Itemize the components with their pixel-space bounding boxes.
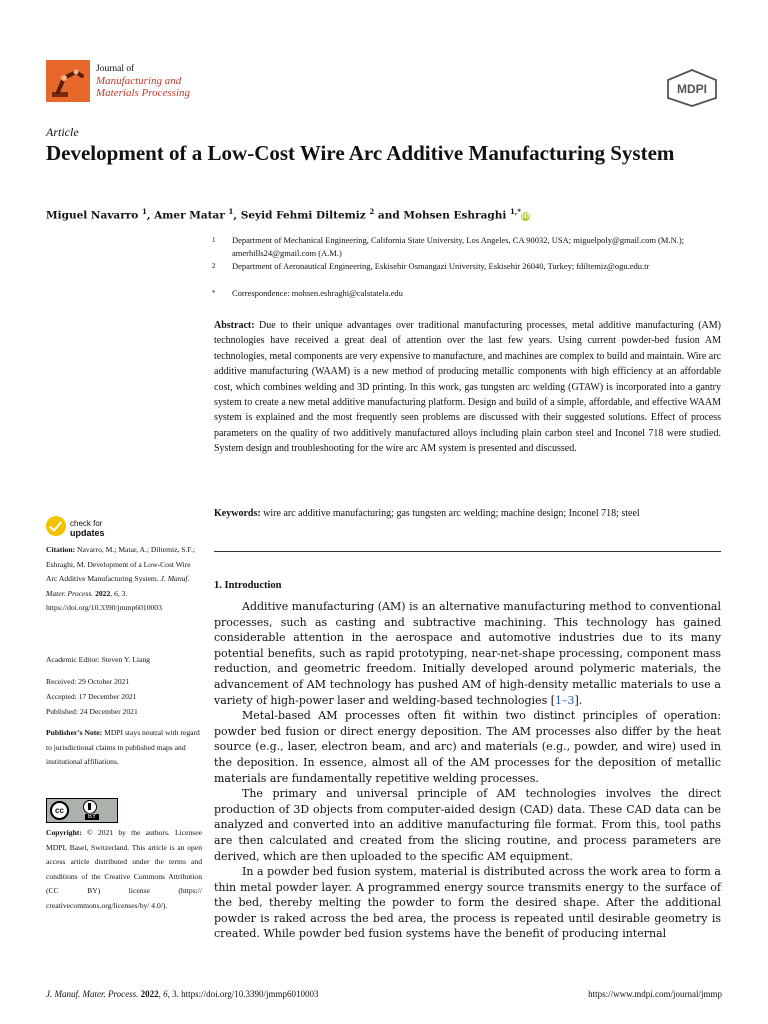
mdpi-logo — [664, 68, 720, 108]
citation-block — [46, 543, 202, 616]
copyright-label: Copyright: — [46, 828, 82, 837]
cc-by-license-icon[interactable] — [46, 798, 118, 823]
mdpi-logo-text: MDPI — [677, 82, 707, 96]
paragraph: In a powder bed fusion system, material is distributed across the work area to form a thin metal powder layer. A programmed energy source transmits energy to the surface of the bed, thereby melting the powder to form the desired shape. After the additional powder is raked across the bed area, the process is repeated until desirable geometry is created. While powder bed fusion systems have the benefit of producing internal — [214, 865, 721, 941]
affil-sup: 2 — [369, 207, 375, 216]
author-name[interactable]: Amer Matar — [154, 209, 225, 222]
affil-sup: 1 — [141, 207, 147, 216]
affil-mark: * — [212, 289, 216, 297]
paragraph: Metal-based AM processes often fit within two distinct principles of operation: powder bed fusion or direct energy deposition. The AM processes also differ by the heat source (e.g., laser, electron beam, and arc) and materials (e.g., powder, and wire) used in the deposition. In essence, almost all of the AM processes for the deposition of metallic materials are fundamentally repetitive welding processes. — [214, 709, 721, 785]
copyright-text: © 2021 by the authors. Licensee MDPI, Basel, Switzerland. This article is an open access article distributed under the terms and conditions of the Creative Commons Attribution (CC BY) license (https:// creativecommons.org/licenses/by/ 4.0/). — [46, 828, 202, 910]
copyright-block — [46, 826, 202, 913]
cc-icon: cc — [50, 801, 69, 820]
affil-text: Department of Mechanical Engineering, California State University, Los Angeles, CA 90032, USA; miguelpoly@gmail.com (M.N.); amerhills24@gmail.com (A.M.) — [232, 235, 685, 258]
author-list — [46, 207, 530, 222]
affil-sup: 1 — [228, 207, 234, 216]
academic-editor: Academic Editor: Steven Y. Liang — [46, 655, 150, 664]
body-text — [214, 599, 721, 942]
divider — [214, 551, 721, 552]
page-footer — [46, 989, 722, 999]
journal-logo — [46, 60, 90, 102]
author-name[interactable]: Mohsen Eshraghi — [403, 209, 507, 222]
robot-arm-icon — [46, 60, 90, 102]
received-date: Received: 29 October 2021 — [46, 677, 130, 686]
affil-text: Department of Aeronautical Engineering, Eskisehir Osmangazi University, Eskisehir 26040, Turkey; fdiltemiz@ogu.edu.tr — [232, 261, 650, 271]
affil-mark: 1 — [212, 236, 216, 244]
abstract-label: Abstract: — [214, 320, 255, 331]
check-text: check for — [70, 519, 103, 528]
author-separator: and — [374, 209, 404, 222]
affiliation — [212, 234, 722, 260]
keywords-label: Keywords: — [214, 508, 261, 519]
by-label: BY — [85, 814, 99, 820]
correspondence — [212, 287, 722, 300]
paragraph — [214, 599, 721, 708]
abstract — [214, 318, 721, 457]
abstract-text: Due to their unique advantages over traditional manufacturing processes, metal additive manufacturing (AM) technologies have received a great deal of attention over the last few years. Using current powder-bed fusion AM technologies, metal components are very expensive to manufacture, and machines are complex to build and maintain. Wire arc additive manufacturing (WAAM) is a new method of producing metallic components with high efficiency at an affordable cost, which combines welding and 3D printing. In this work, gas tungsten arc welding (GTAW) is incorporated into a gantry system to create a new metal additive manufacturing platform. Design and build of a simple, affordable, and effective WAAM system is explained and the most frequently seen problems are discussed with their suggested solutions. Effect of process parameters on the quality of two additively manufactured alloys including plain carbon steel and Inconel 718 were studied. System design and troubleshooting for the wire arc AM system is presented and discussed. — [214, 320, 722, 455]
footer-volume: , 6 — [158, 989, 168, 999]
keywords-text: wire arc additive manufacturing; gas tungsten arc welding; machine design; Inconel 718; steel — [260, 508, 640, 519]
affil-mark: 2 — [212, 262, 216, 270]
article-type: Article — [46, 125, 79, 139]
affil-sup: 1,* — [510, 207, 521, 216]
publisher-note — [46, 726, 202, 770]
section-title: 1. Introduction — [214, 580, 282, 591]
affil-text[interactable]: Correspondence: mohsen.eshraghi@calstatela.edu — [232, 288, 403, 298]
footer-journal: J. Manuf. Mater. Process. — [46, 989, 139, 999]
footer-year: 2022 — [138, 989, 159, 999]
journal-title-line1: Manufacturing and — [96, 75, 182, 87]
journal-name — [96, 63, 190, 99]
author-name[interactable]: Miguel Navarro — [46, 209, 139, 222]
updates-text: updates — [70, 528, 105, 538]
accepted-date: Accepted: 17 December 2021 — [46, 692, 137, 701]
citation-text: Navarro, M.; Matar, A.; Diltemiz, S.F.; Eshraghi, M. Development of a Low-Cost Wire Arc Additive Manufacturing System. — [46, 545, 196, 583]
author-separator: , — [233, 209, 241, 222]
author-separator: , — [146, 209, 155, 222]
citation-label: Citation: — [46, 545, 76, 554]
article-title: Development of a Low-Cost Wire Arc Additive Manufacturing System — [46, 141, 675, 165]
publisher-note-text: MDPI stays neutral with regard to jurisdictional claims in published maps and institutional affiliations. — [46, 728, 200, 766]
person-icon — [83, 800, 97, 814]
paragraph: The primary and universal principle of AM technologies involves the direct production of 3D objects from computer-aided design (CAD) data. These CAD data can be analyzed and converted into an additive manufacturing file format. From this, tool paths are then calculated and created from the slicing routine, and process parameters are derived, which are then uploaded to the specific AM equipment. — [214, 787, 721, 863]
paragraph-text: ]. — [574, 693, 583, 707]
journal-title-line2: Materials Processing — [96, 87, 190, 99]
paragraph-text: Additive manufacturing (AM) is an alternative manufacturing method to conventional processes, such as casting and subtractive machining. This technology has gained considerable attention in the aerospace and automotive industries due to its many potential benefits, such as rapid prototyping, near-net-shape processing, component mass reduction, and geometric freedom. Initially developed around polymeric materials, the advancement of AM technology has pushed AM of high-density metallic materials to use a variety of high-power laser and welding-based technologies [ — [214, 600, 721, 707]
author-name[interactable]: Seyid Fehmi Diltemiz — [240, 209, 366, 222]
affiliation — [212, 260, 722, 273]
footer-doi[interactable]: , 3. https://doi.org/10.3390/jmmp6010003 — [167, 989, 319, 999]
publisher-note-label: Publisher’s Note: — [46, 728, 103, 737]
keywords — [214, 506, 721, 521]
orcid-icon[interactable]: iD — [521, 212, 530, 220]
footer-citation — [46, 989, 319, 999]
citation-doi[interactable]: , 3. https://doi.org/10.3390/jmmp6010003 — [46, 588, 162, 612]
citation-year: 2022 — [93, 588, 111, 598]
published-date: Published: 24 December 2021 — [46, 707, 138, 716]
citation-volume: , 6 — [110, 588, 118, 598]
footer-journal-url[interactable]: https://www.mdpi.com/journal/jmmp — [588, 989, 722, 999]
mdpi-logo-icon — [664, 68, 720, 108]
citation-journal: J. Manuf. Mater. Process. — [46, 574, 190, 598]
check-icon — [46, 516, 66, 536]
journal-of: Journal of — [96, 64, 135, 74]
citation-ref-link[interactable]: 1–3 — [555, 693, 575, 707]
